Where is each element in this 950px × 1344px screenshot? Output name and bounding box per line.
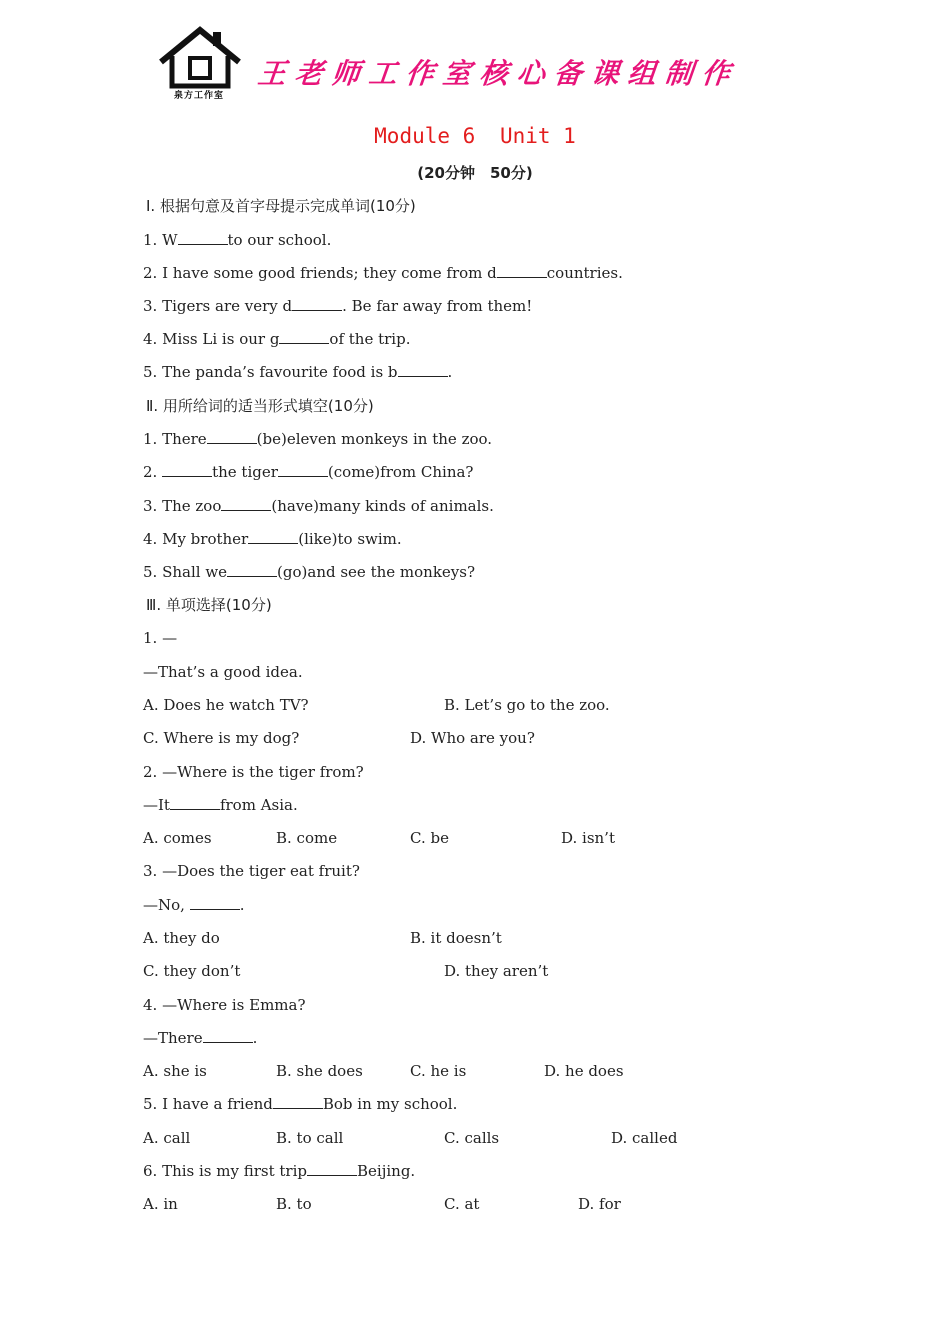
q2-option-c[interactable]: C. be xyxy=(410,829,449,847)
q1-option-c[interactable]: C. Where is my dog? xyxy=(143,729,300,747)
q1-option-d[interactable]: D. Who are you? xyxy=(410,729,535,747)
answer-blank[interactable] xyxy=(279,329,329,344)
answer-blank[interactable] xyxy=(292,296,342,311)
logo-caption: 泉方工作室 xyxy=(173,91,224,101)
s2-item-4: 4. My brother (like)to swim. xyxy=(143,530,402,548)
q2-stem: 2. —Where is the tiger from? xyxy=(143,763,364,781)
q4-option-d[interactable]: D. he does xyxy=(544,1062,624,1080)
s2-item-3: 3. The zoo (have)many kinds of animals. xyxy=(143,497,494,515)
s1-item-3: 3. Tigers are very d . Be far away from them! xyxy=(143,297,533,315)
answer-blank[interactable] xyxy=(307,1161,357,1176)
q5-option-d[interactable]: D. called xyxy=(611,1129,678,1147)
time-score: (20分钟 50分) xyxy=(417,164,533,182)
answer-blank[interactable] xyxy=(273,1094,323,1109)
section2-heading: Ⅱ. 用所给词的适当形式填空(10分) xyxy=(146,397,374,415)
answer-blank[interactable] xyxy=(497,263,547,278)
q5-option-b[interactable]: B. to call xyxy=(276,1129,344,1147)
answer-blank[interactable] xyxy=(162,462,212,477)
q4-option-b[interactable]: B. she does xyxy=(276,1062,363,1080)
q3-answer: —No, . xyxy=(143,896,245,914)
section1-heading: Ⅰ. 根据句意及首字母提示完成单词(10分) xyxy=(146,197,416,215)
q5-option-c[interactable]: C. calls xyxy=(444,1129,500,1147)
s1-item-4: 4. Miss Li is our g of the trip. xyxy=(143,330,411,348)
q4-option-c[interactable]: C. he is xyxy=(410,1062,467,1080)
answer-blank[interactable] xyxy=(221,496,271,511)
answer-blank[interactable] xyxy=(178,230,228,245)
q3-stem: 3. —Does the tiger eat fruit? xyxy=(143,862,360,880)
answer-blank[interactable] xyxy=(278,462,328,477)
s1-item-5: 5. The panda’s favourite food is b . xyxy=(143,363,453,381)
q6-option-c[interactable]: C. at xyxy=(444,1195,480,1213)
answer-blank[interactable] xyxy=(170,795,220,810)
q4-stem: 4. —Where is Emma? xyxy=(143,996,306,1014)
answer-blank[interactable] xyxy=(398,362,448,377)
s1-item-2: 2. I have some good friends; they come from d countries. xyxy=(143,264,623,282)
q1-answer: —That’s a good idea. xyxy=(143,663,303,681)
q6-option-b[interactable]: B. to xyxy=(276,1195,312,1213)
q2-option-d[interactable]: D. isn’t xyxy=(561,829,615,847)
section3-heading: Ⅲ. 单项选择(10分) xyxy=(146,596,272,614)
q6-option-d[interactable]: D. for xyxy=(578,1195,621,1213)
q3-option-d[interactable]: D. they aren’t xyxy=(444,962,549,980)
q3-option-c[interactable]: C. they don’t xyxy=(143,962,241,980)
answer-blank[interactable] xyxy=(190,895,240,910)
q3-option-a[interactable]: A. they do xyxy=(143,929,220,947)
unit-label: Unit 1 xyxy=(499,124,576,148)
answer-blank[interactable] xyxy=(227,562,277,577)
q4-answer: —There . xyxy=(143,1029,258,1047)
q6-stem: 6. This is my first trip Beijing. xyxy=(143,1162,416,1180)
page-title xyxy=(0,124,950,148)
q5-option-a[interactable]: A. call xyxy=(143,1129,191,1147)
q5-stem: 5. I have a friend Bob in my school. xyxy=(143,1095,458,1113)
answer-blank[interactable] xyxy=(203,1028,253,1043)
s2-item-5: 5. Shall we (go)and see the monkeys? xyxy=(143,563,476,581)
q2-option-b[interactable]: B. come xyxy=(276,829,338,847)
q4-option-a[interactable]: A. she is xyxy=(143,1062,207,1080)
s2-item-2: 2. the tiger (come)from China? xyxy=(143,463,474,481)
answer-blank[interactable] xyxy=(207,429,257,444)
q2-option-a[interactable]: A. comes xyxy=(143,829,212,847)
q1-option-b[interactable]: B. Let’s go to the zoo. xyxy=(444,696,610,714)
q1-stem: 1. — xyxy=(143,629,178,647)
banner-title: 王老师工作室核心备课组制作 xyxy=(256,57,741,90)
s2-item-1: 1. There (be)eleven monkeys in the zoo. xyxy=(143,430,493,448)
s1-item-1: 1. W to our school. xyxy=(143,231,332,249)
q6-option-a[interactable]: A. in xyxy=(143,1195,178,1213)
q1-option-a[interactable]: A. Does he watch TV? xyxy=(143,696,309,714)
module-label: Module 6 xyxy=(374,124,476,148)
q2-answer: —It from Asia. xyxy=(143,796,298,814)
answer-blank[interactable] xyxy=(248,529,298,544)
q3-option-b[interactable]: B. it doesn’t xyxy=(410,929,502,947)
